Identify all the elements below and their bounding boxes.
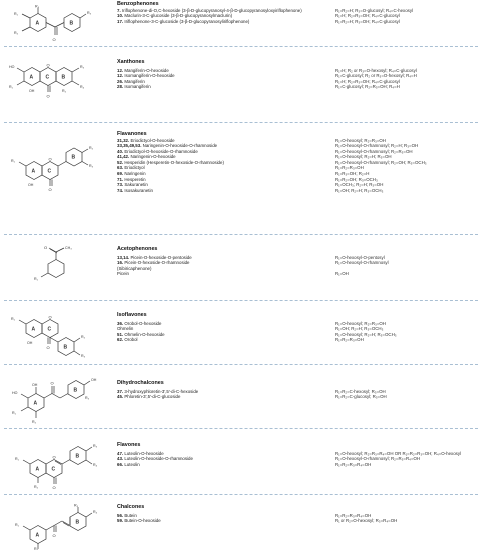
svg-text:R₄: R₄: [93, 510, 98, 514]
compound-number: 69.: [117, 171, 124, 177]
class-title: Benzophenones: [117, 1, 159, 7]
compound-group: [117, 131, 427, 193]
compound-row: [117, 18, 400, 25]
ring-label: C: [45, 74, 50, 81]
compound-name: Orobol: [124, 337, 138, 343]
flavanone-structure: [8, 144, 108, 194]
svg-text:O: O: [46, 345, 50, 350]
compound-name: Orobol-O-hexoside: [124, 320, 162, 326]
compound-number: 28.: [117, 84, 124, 90]
compound-number: 59.: [117, 518, 124, 524]
compound-name: Eriodictyol-O-hexoside-O-rhamnoside: [124, 148, 198, 154]
substituents: R₁=R₂=R₃=R₄=OH: [335, 512, 372, 518]
svg-text:R₃: R₃: [89, 164, 94, 168]
ring-label: A: [31, 168, 36, 175]
substituents: R₁=R₃=OH; R₂=H: [335, 171, 370, 177]
substituents: R₁=O-hexosyl-O-rhamnosyl; R₂=R₃=OH: [335, 148, 413, 154]
compound-number: 74.: [117, 187, 124, 193]
ring-label: B: [69, 20, 74, 27]
substituents: R₁=OH; R₂=H; R₃=OCH₃: [335, 326, 384, 332]
ring-label: A: [29, 74, 34, 81]
row-divider: [4, 300, 478, 301]
compound-row: [117, 187, 384, 194]
svg-text:R₁: R₁: [34, 277, 38, 281]
compound-name: Phloretin-3′,5′-di-C-glucoside: [124, 394, 181, 400]
substituents: R₁=R₂=R₃=R₄=OH: [335, 461, 372, 467]
compound-group: [117, 312, 397, 343]
compound-name: Isosakuranetin: [124, 187, 153, 193]
ring-label: A: [35, 466, 40, 473]
class-title: Isoflavones: [117, 312, 147, 318]
ring-label: A: [35, 532, 40, 539]
compound-number: 12.: [117, 67, 124, 73]
compound-name: Ohmelin-O-hexoside: [124, 331, 165, 337]
compound-name: Maclurin-3-C-glucoside (3-β-D-glucopyranosylmaclurin): [124, 13, 233, 19]
compound-name: Naringenin-O-hexoside-O-rhamnoside: [142, 143, 218, 149]
compound-name: Picein-O-hexoside-O-rhamnoside: [124, 260, 190, 266]
svg-text:OH: OH: [27, 341, 33, 345]
compound-name: (Sibiricaphenone): [117, 265, 152, 271]
compound-row: [117, 518, 398, 524]
ring-label: B: [75, 519, 80, 526]
row-divider: [4, 122, 478, 123]
chalcone-structure: [8, 504, 108, 550]
substituents: R₁=C-glucosyl; R₂ or R₃=O-hexosyl; R₄=H: [335, 73, 417, 79]
row-divider: [4, 46, 478, 47]
svg-text:R₂: R₂: [81, 335, 85, 339]
ring-label: B: [61, 74, 66, 81]
svg-text:OH: OH: [28, 183, 34, 187]
compound-number: 37.: [117, 388, 124, 394]
svg-text:R₄: R₄: [93, 463, 98, 467]
svg-text:R₁: R₁: [14, 12, 18, 16]
svg-text:O: O: [48, 314, 52, 320]
svg-text:O: O: [46, 62, 50, 68]
substituents: R₁=OH; R₂=H; R₃=OCH₃: [335, 187, 384, 193]
svg-text:R₃: R₃: [93, 444, 98, 448]
class-row-xanthones: [0, 54, 482, 124]
acetophenone-structure: [8, 244, 108, 294]
benzophenone-structure: [8, 6, 108, 46]
svg-text:R₁: R₁: [12, 411, 16, 415]
class-row-chalcones: [0, 498, 482, 550]
svg-text:R₃: R₃: [85, 396, 90, 400]
compound-number: 40.: [117, 148, 124, 154]
compound-group: [117, 380, 387, 400]
compound-number: 13,14.: [117, 254, 130, 260]
class-row-isoflavones: [0, 306, 482, 364]
compound-name: Sakuranetin: [124, 182, 148, 188]
class-title: Flavanones: [117, 131, 147, 137]
compound-name: Butein: [124, 512, 137, 518]
class-row-benzophenones: [0, 0, 482, 60]
compound-name: Naringenin: [124, 171, 146, 177]
substituents: R₁=O-hexosyl-O-pentosyl: [335, 254, 385, 260]
compound-row: [117, 84, 400, 90]
ring-label: B: [75, 453, 80, 460]
class-title: Flavones: [117, 442, 141, 448]
substituents: R₁=O-hexosyl; R₂=R₃=R₄=OH OR R₁=R₂=R₃=OH; R₄=O-hexosyl: [335, 450, 462, 456]
compound-row: [117, 394, 387, 400]
compound-name: Luteolin-O-hexoside: [124, 450, 164, 456]
compound-name: Picein: [117, 271, 129, 277]
compound-number: 10.: [117, 13, 124, 19]
substituents: R₁=R₂=C-hexosyl; R₃=OH: [335, 388, 386, 394]
class-row-flavones: [0, 434, 482, 494]
svg-text:R₂: R₂: [32, 420, 36, 424]
substituents: R₁=OCH₃; R₂=H; R₃=OH: [335, 182, 384, 188]
svg-text:OH: OH: [91, 378, 97, 382]
xanthone-structure: [8, 58, 108, 108]
svg-text:OH: OH: [32, 383, 38, 387]
ring-label: B: [63, 344, 68, 351]
compound-name: Luteolin: [124, 461, 140, 467]
svg-text:R₃: R₃: [87, 11, 92, 15]
class-title: Chalcones: [117, 504, 145, 510]
compound-name: Butein-O-hexoside: [124, 518, 161, 524]
svg-text:R₂: R₂: [89, 146, 93, 150]
compound-number: 41,42.: [117, 154, 130, 160]
svg-text:O: O: [50, 380, 54, 386]
class-title: Xanthones: [117, 59, 145, 65]
compound-name: Isomangiferin-O-hexoside: [124, 73, 175, 79]
compound-name: 3-hydroxyphloretin-3′,5′-di-C-hexoside: [124, 388, 199, 394]
svg-text:O: O: [48, 187, 52, 192]
svg-text:R₁: R₁: [15, 457, 19, 461]
row-divider: [4, 428, 478, 429]
svg-text:O: O: [48, 156, 52, 162]
svg-text:R₃: R₃: [81, 354, 86, 358]
svg-text:O: O: [46, 93, 50, 99]
substituents: R₁=R₂=H; R₃=OH; R₄=C-glucosyl: [335, 18, 400, 24]
substituents: R₁=C-glucosyl; R₂=R₃=OH; R₄=H: [335, 84, 400, 90]
compound-number: 45.: [117, 394, 124, 400]
svg-text:R₁: R₁: [9, 85, 13, 89]
substituents: R₁=H; R₂ or R₃=O-hexosyl; R₄=C-glucosyl: [335, 67, 417, 73]
substituents: R₁=R₂=R₃=OH: [335, 165, 364, 171]
compound-number: 33,35,49,53.: [117, 143, 142, 149]
svg-text:R₃: R₃: [74, 503, 79, 508]
svg-text:R₂: R₂: [62, 89, 66, 93]
substituents: R₁=O-hexosyl-O-rhamnosyl; R₂=H; R₃=OH: [335, 143, 419, 149]
substituents: R₁=OH: [335, 271, 349, 277]
ring-label: A: [35, 20, 40, 27]
row-divider: [4, 234, 478, 235]
compound-name: Eriodictyol-O-hexoside: [130, 137, 175, 143]
compound-number: 16.: [117, 260, 124, 266]
svg-text:O: O: [44, 245, 48, 250]
compound-name: Luteolin-O-hexoside-O-rhamnoside: [124, 456, 193, 462]
substituents: R₁=R₂=OH; R₃=OCH₃: [335, 176, 378, 182]
ring-label: B: [71, 154, 76, 161]
svg-text:O: O: [52, 485, 56, 490]
compound-name: Hesperidin (Hesperetin-O-hexoside-O-rhamnoside): [124, 159, 224, 165]
compound-number: 36.: [117, 320, 124, 326]
compound-number: 17.: [117, 18, 124, 24]
compound-name: Ohmelin: [117, 326, 134, 332]
compound-number: 12.: [117, 73, 124, 79]
compound-number: 66.: [117, 461, 124, 467]
substituents: R₁=O-hexosyl; R₂=R₃=OH: [335, 137, 386, 143]
svg-text:CH₃: CH₃: [65, 246, 72, 250]
compound-name: Mangiferin-O-hexoside: [124, 67, 169, 73]
compound-name: Hesperetin: [124, 176, 146, 182]
ring-label: C: [47, 168, 52, 175]
isoflavone-structure: [8, 314, 108, 362]
substituents: R₁=H; R₂=R₃=OH; R₄=C-glucosyl: [335, 13, 400, 19]
compound-number: 51.: [117, 331, 124, 337]
class-title: Dihydrochalcones: [117, 380, 164, 386]
compound-name: Iriflophenone-3-C-glucoside (3-β-D-glucopyranosyliriflophenone): [124, 18, 250, 24]
compound-number: 43.: [117, 456, 124, 462]
compound-group: [117, 442, 462, 467]
compound-group: [117, 1, 414, 24]
class-row-acetophenones: [0, 238, 482, 298]
svg-text:R₄: R₄: [80, 85, 85, 89]
substituents: R₁ or R₂=O-hexosyl; R₃=R₄=OH: [335, 518, 398, 524]
svg-text:R₁: R₁: [11, 317, 15, 321]
substituents: R₁=O-hexosyl; R₂=R₃=OH: [335, 320, 386, 326]
svg-text:R₂: R₂: [14, 31, 18, 35]
compound-number: 63.: [117, 165, 124, 171]
ring-label: A: [31, 326, 36, 333]
compound-row: [117, 461, 372, 468]
compound-number: 7.: [117, 7, 121, 13]
svg-text:O: O: [52, 454, 56, 460]
substituents: R₁=R₂=R₃=OH: [335, 337, 364, 343]
compound-name: Iriflophenone-di-O,C-hexoside (3-β-D-glucopyranosyl-4-β-D-glucopyranosyloxyiriflophenone): [121, 7, 302, 13]
ring-label: A: [33, 400, 38, 407]
dihydrochalcone-structure: [8, 374, 108, 426]
substituents: R₁=O-hexosyl-O-rhamnosyl; R₂=OH; R₃=OCH₃: [335, 159, 427, 165]
substituents: R₁=R₂=H; R₃=O-glucosyl; R₄=C-hexosyl: [335, 7, 414, 13]
compound-number: 62.: [117, 337, 124, 343]
compound-group: [117, 504, 398, 524]
compound-number: 52.: [117, 159, 124, 165]
substituents: R₁=O-hexosyl; R₂=H; R₃=OCH₃: [335, 331, 397, 337]
compound-name: Picein-O-hexoside-O-pentoside: [130, 254, 192, 260]
ring-label: B: [73, 387, 78, 394]
svg-text:R₂: R₂: [34, 547, 38, 550]
ring-label: C: [47, 326, 52, 333]
row-divider: [4, 364, 478, 365]
compound-number: 73.: [117, 182, 124, 188]
compound-number: 31,32.: [117, 137, 130, 143]
compound-number: 71.: [117, 176, 124, 182]
substituents: R₁=O-hexosyl-O-rhamnosyl; R₂=R₃=R₄=OH: [335, 456, 421, 462]
compound-row: [117, 271, 349, 277]
substituents: R₁=O-hexosyl-O-rhamnosyl: [335, 260, 389, 266]
compound-number: 56.: [117, 512, 124, 518]
svg-text:R₁: R₁: [15, 523, 19, 527]
svg-text:O: O: [52, 37, 56, 42]
compound-row: [117, 337, 364, 343]
svg-text:R₄: R₄: [35, 4, 40, 9]
compound-name: Mangiferin: [124, 78, 145, 84]
svg-text:R₂: R₂: [34, 485, 38, 489]
substituents: R₁=R₂=C-glucosyl; R₃=OH: [335, 394, 387, 400]
compound-name: Isomangiferin: [124, 84, 151, 90]
svg-text:R₁: R₁: [11, 159, 15, 163]
substituents: R₁=O-hexosyl; R₂=H; R₃=OH: [335, 154, 392, 160]
ring-label: C: [51, 466, 56, 473]
substituents: R₁=H; R₂=R₃=OH; R₄=C-glucosyl: [335, 78, 400, 84]
svg-text:OH: OH: [29, 89, 35, 93]
class-row-flavanones: [0, 124, 482, 234]
compound-number: 26.: [117, 78, 124, 84]
class-row-dihydrochalcones: [0, 370, 482, 430]
compound-group: [117, 246, 389, 277]
svg-text:R₃: R₃: [80, 65, 85, 69]
compound-name: Naringenin-O-hexoside: [130, 154, 176, 160]
svg-text:HO: HO: [9, 65, 15, 69]
row-divider: [4, 494, 478, 495]
svg-text:HO: HO: [12, 391, 18, 395]
compound-name: Eriodictyol: [124, 165, 145, 171]
class-title: Acetophenones: [117, 246, 158, 252]
compound-group: [117, 59, 417, 90]
svg-text:O: O: [52, 533, 56, 538]
compound-number: 47.: [117, 450, 124, 456]
flavone-structure: [8, 442, 108, 490]
